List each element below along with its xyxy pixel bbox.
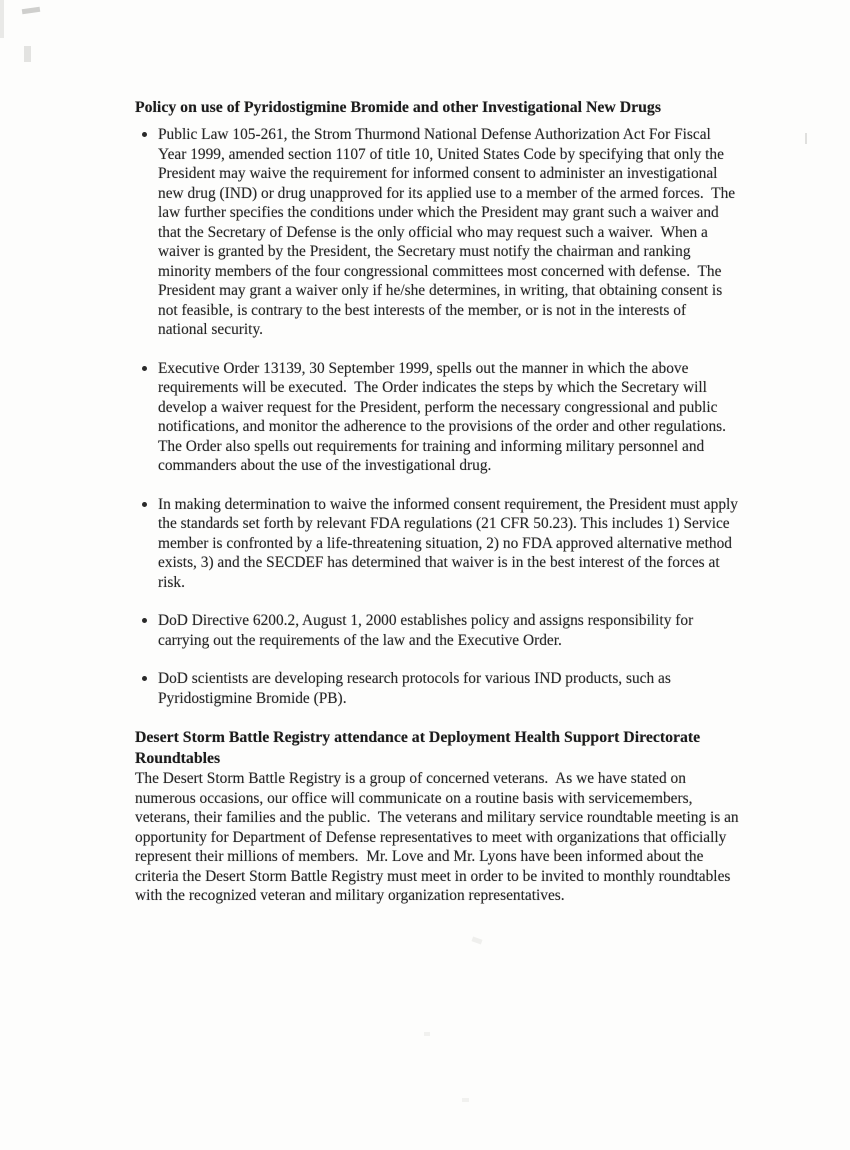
document-content: [135, 97, 743, 906]
list-item: Public Law 105-261, the Strom Thurmond National Defense Authorization Act For Fiscal Year 1999, amended section 1107 of title 10, United States Code by specifying that only the President may waive the requirement for informed consent to administer an investigational new drug (IND) or drug unapproved for its applied use to a member of the armed forces. The law further specifies the conditions under which the President may grant such a waiver and that the Secretary of Defense is the only official who may request such a waiver. When a waiver is granted by the President, the Secretary must notify the chairman and ranking minority members of the four congressional committees most concerned with defense. The President may grant a waiver only if he/she determines, in writing, that obtaining consent is not feasible, is contrary to the best interests of the member, or is not in the interests of national security.: [135, 125, 739, 340]
scan-artifact: [0, 0, 4, 38]
section-heading-policy: Policy on use of Pyridostigmine Bromide and other Investigational New Drugs: [135, 99, 661, 116]
list-item: Executive Order 13139, 30 September 1999, spells out the manner in which the above requirements will be executed. The Order indicates the steps by which the Secretary will develop a waiver request for the President, perform the necessary congressional and public notifications, and monitor the adherence to the provisions of the order and other regulations. The Order also spells out requirements for training and informing military personnel and commanders about the use of the investigational drug.: [135, 359, 739, 476]
policy-bullet-list: [135, 125, 742, 708]
list-item: In making determination to waive the informed consent requirement, the President must apply the standards set forth by relevant FDA regulations (21 CFR 50.23). This includes 1) Service member is confronted by a life-threatening situation, 2) no FDA approved alternative method exists, 3) and the SECDEF has determined that waiver is in the best interest of the forces at risk.: [135, 495, 739, 593]
scan-artifact: [424, 1032, 430, 1036]
scan-artifact: [471, 936, 482, 944]
registry-paragraph: The Desert Storm Battle Registry is a group of concerned veterans. As we have stated on numerous occasions, our office will communicate on a routine basis with servicemembers, veterans, their families and the public. The veterans and military service roundtable meeting is an opportunity for Department of Defense representatives to meet with organizations that officially represent their millions of members. Mr. Love and Mr. Lyons have been informed about the criteria the Desert Storm Battle Registry must meet in order to be invited to monthly roundtables with the recognized veteran and military organization representatives.: [135, 770, 743, 904]
list-item: DoD Directive 6200.2, August 1, 2000 establishes policy and assigns responsibility for carrying out the requirements of the law and the Executive Order.: [135, 611, 739, 650]
section-heading-registry: Desert Storm Battle Registry attendance at Deployment Health Support Directorate Roundtables: [135, 729, 701, 767]
list-item: DoD scientists are developing research protocols for various IND products, such as Pyridostigmine Bromide (PB).: [135, 669, 739, 708]
scan-artifact: [24, 46, 31, 62]
scan-artifact: [462, 1098, 469, 1102]
scan-artifact: [22, 7, 41, 14]
scan-artifact: [805, 133, 807, 144]
